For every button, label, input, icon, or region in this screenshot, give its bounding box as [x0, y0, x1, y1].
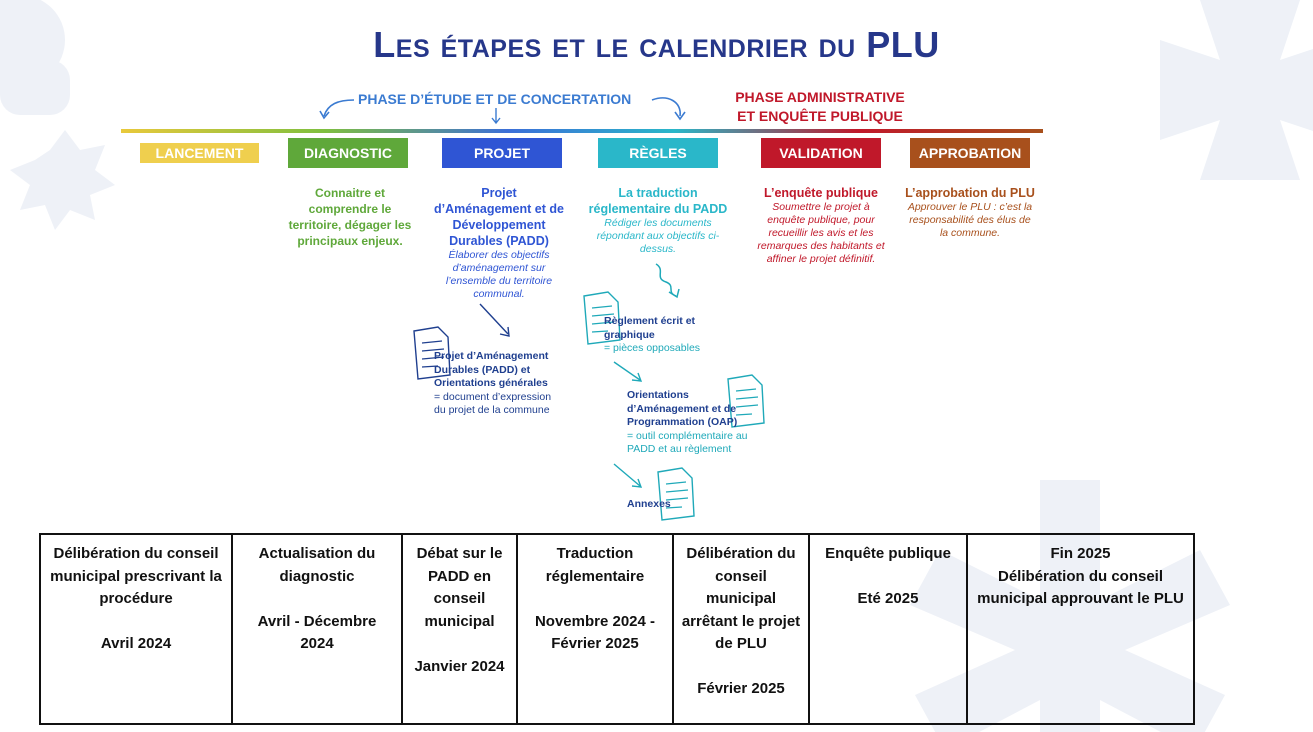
phase-admin-line1: PHASE ADMINISTRATIVE	[735, 89, 905, 105]
doc-annexes-title: Annexes	[627, 498, 671, 510]
phase-study-label: PHASE D’ÉTUDE ET DE CONCERTATION	[358, 91, 632, 107]
table-row	[40, 534, 1194, 724]
doc-padd-title: Projet d’Aménagement Durables (PADD) et Orientations générales	[434, 350, 549, 389]
validation-title: L’enquête publique	[764, 186, 878, 200]
doc-annexes	[627, 498, 687, 512]
calendar-cell: Délibération du conseil municipal prescrivant la procédure Avril 2024	[40, 534, 232, 724]
calendar-cell: Traduction réglementaire Novembre 2024 - Février 2025	[517, 534, 673, 724]
validation-description	[752, 185, 890, 266]
timeline-rule	[121, 129, 1043, 133]
calendar-cell: Débat sur le PADD en conseil municipal Janvier 2024	[402, 534, 517, 724]
arrow-down-icon	[490, 108, 502, 126]
doc-oap-text: = outil complémentaire au PADD et au règlement	[627, 429, 748, 455]
step-approbation: APPROBATION	[910, 138, 1030, 168]
regles-description	[580, 185, 736, 256]
arrow-oap-icon	[612, 360, 644, 384]
doc-padd-text: = document d’expression du projet de la commune	[434, 390, 552, 416]
curved-arrow-left-icon	[318, 92, 358, 122]
step-regles: RÈGLES	[598, 138, 718, 168]
step-projet: PROJET	[442, 138, 562, 168]
calendar-table	[39, 533, 1195, 725]
projet-description	[432, 185, 566, 301]
diagnostic-description: Connaitre et comprendre le territoire, dégager les principaux enjeux.	[288, 186, 412, 248]
approbation-text: Approuver le PLU : c’est la responsabilité des élus de la commune.	[907, 201, 1033, 239]
phase-admin-line2: ET ENQUÊTE PUBLIQUE	[737, 108, 903, 124]
approbation-description	[904, 185, 1036, 240]
curved-arrow-right-icon	[650, 92, 690, 124]
doc-reglement-text: = pièces opposables	[604, 342, 701, 354]
projet-text: Élaborer des objectifs d’aménagement sur l’ensemble du territoire communal.	[445, 249, 553, 300]
calendar-cell: Actualisation du diagnostic Avril - Décembre 2024	[232, 534, 402, 724]
regles-text: Rédiger les documents répondant aux objectifs ci-dessus.	[596, 217, 720, 255]
doc-oap-title: Orientations d’Aménagement et de Programmation (OAP)	[627, 389, 738, 428]
step-diagnostic: DIAGNOSTIC	[288, 138, 408, 168]
arrow-projet-icon	[478, 302, 514, 340]
document-icon	[652, 466, 696, 524]
squiggle-arrow-icon	[652, 262, 686, 302]
step-lancement: LANCEMENT	[140, 143, 259, 163]
doc-reglement-title: Règlement écrit et graphique	[604, 315, 696, 341]
step-validation: VALIDATION	[761, 138, 881, 168]
calendar-cell: Délibération du conseil municipal arrêtant le projet de PLU Février 2025	[673, 534, 809, 724]
calendar-cell: Fin 2025 Délibération du conseil municipal approuvant le PLU	[967, 534, 1194, 724]
approbation-title: L’approbation du PLU	[905, 186, 1035, 200]
calendar-cell: Enquête publique Eté 2025	[809, 534, 967, 724]
projet-title: Projet d’Aménagement et de Développement Durables (PADD)	[434, 186, 564, 248]
arrow-annexes-icon	[612, 462, 644, 490]
validation-text: Soumettre le projet à enquête publique, pour recueillir les avis et les remarques des habitants et affiner le projet définitif.	[757, 201, 885, 265]
doc-oap	[627, 389, 771, 457]
doc-reglement	[604, 315, 722, 356]
phase-admin-label	[712, 88, 928, 126]
doc-padd	[434, 350, 564, 418]
regles-title: La traduction réglementaire du PADD	[588, 186, 728, 216]
page-title: Les étapes et le calendrier du PLU	[373, 24, 940, 65]
